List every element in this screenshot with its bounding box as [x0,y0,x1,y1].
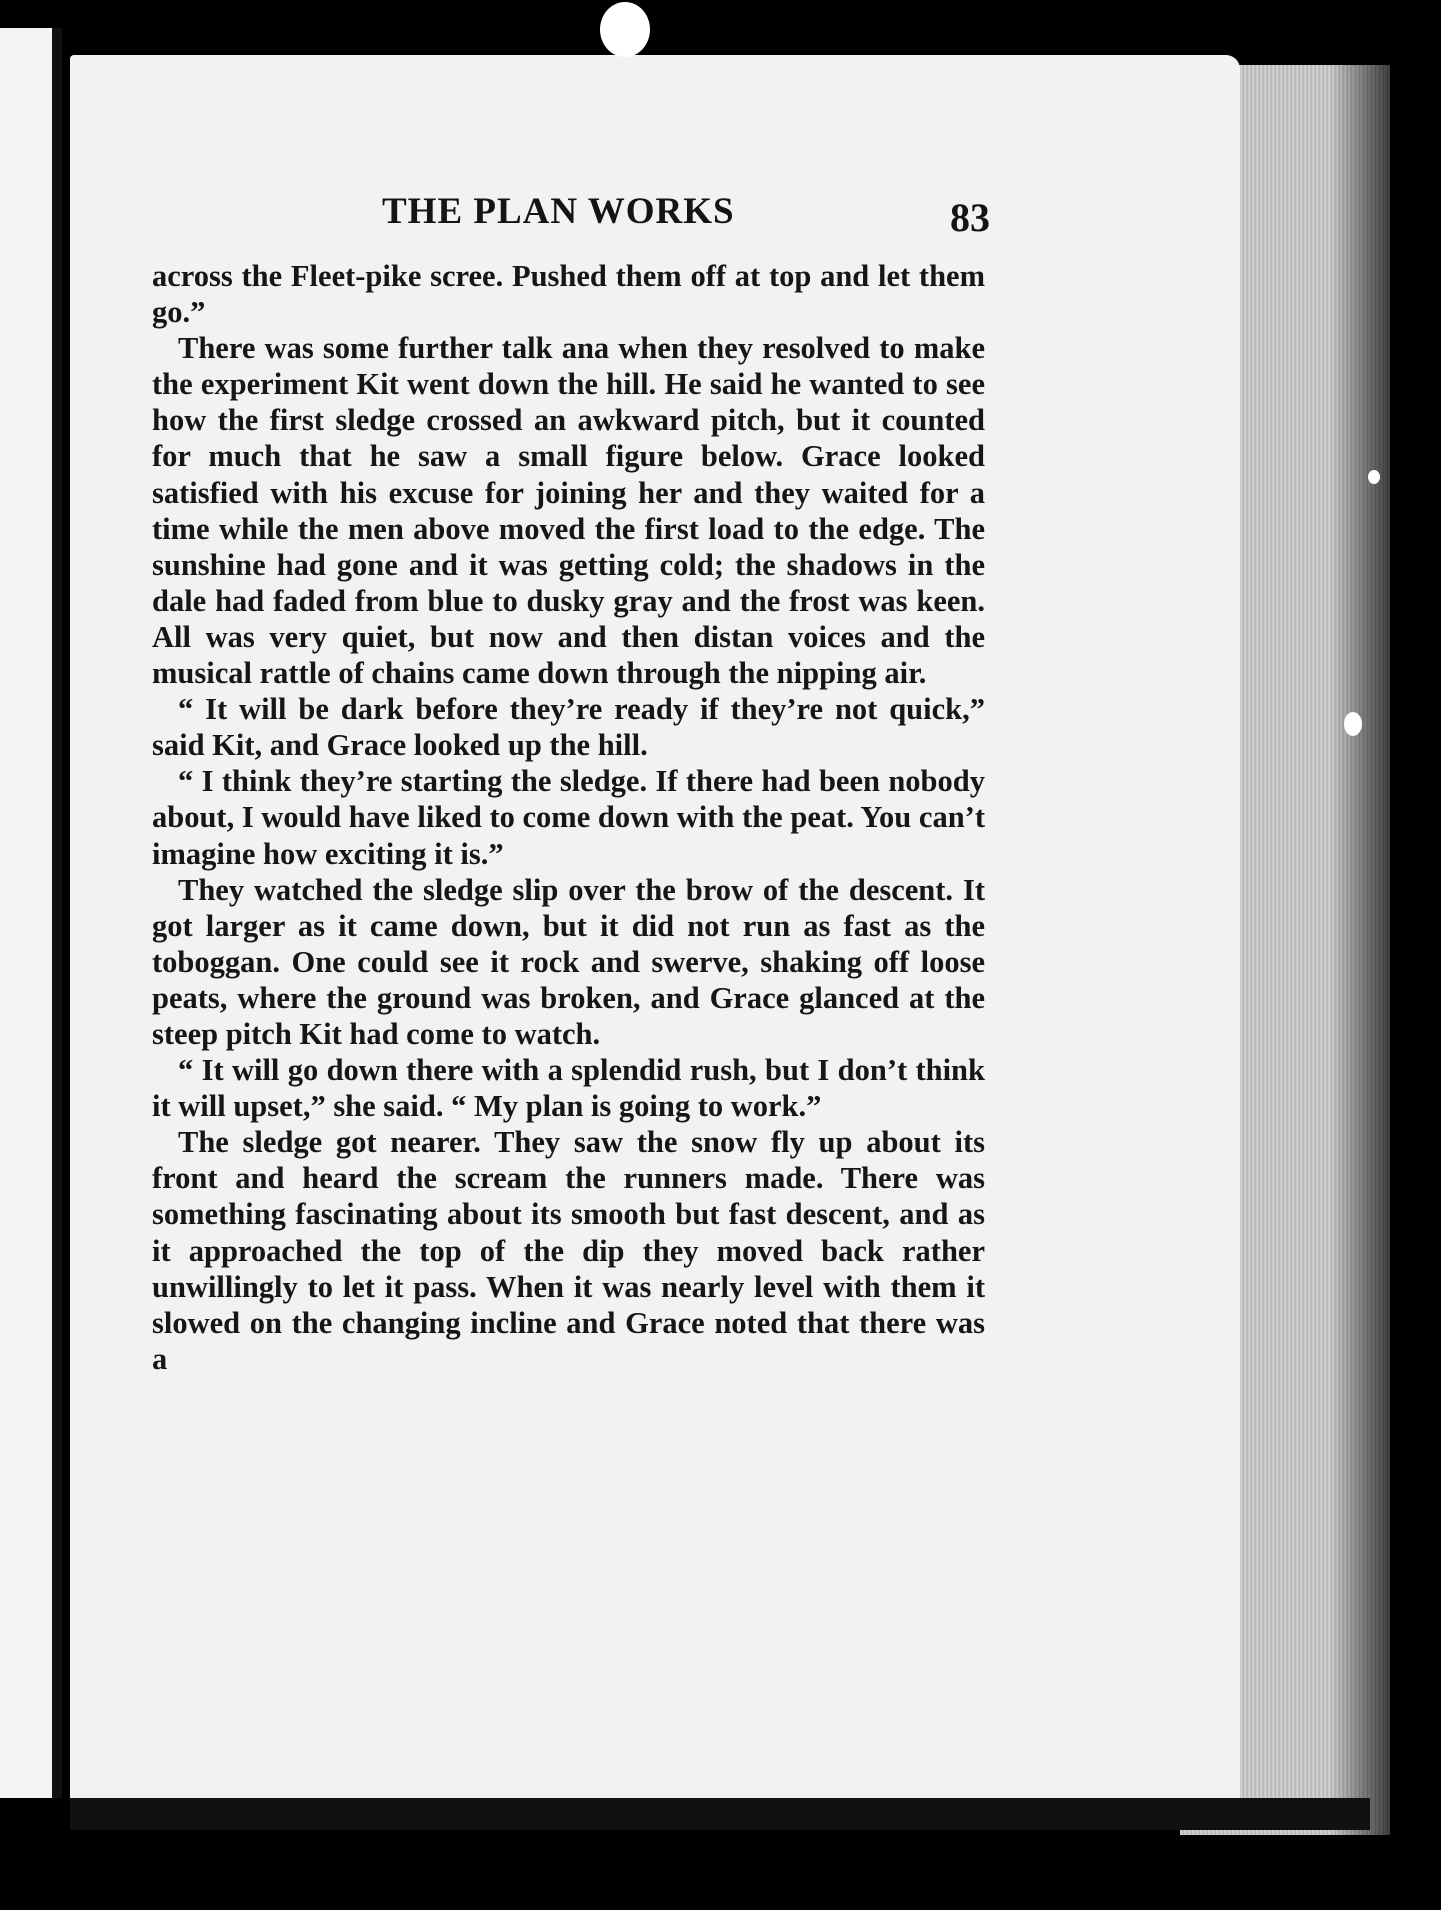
paragraph: The sledge got nearer. They saw the snow fly up about its front and heard the scream the runners made. There was something fascinating about its smooth but fast descent, and as it approached the top of the dip they moved back rather unwillingly to let it pass. When it was nearly level with them it slowed on the changing incline and Grace noted that there was a [152,1125,985,1376]
running-head-title: THE PLAN WORKS [382,191,735,232]
dust-speck [600,2,650,57]
paragraph: There was some further talk ana when they resolved to make the experiment Kit went down the hill. He said he wanted to see how the first sledge crossed an awkward pitch, but it counted for much that he saw a small figure below. Grace looked satisfied with his excuse for joining her and they waited for a time while the men above moved the first load to the edge. The sunshine had gone and it was getting cold; the shadows in the dale had faded from blue to dusky gray and the frost was keen. All was very quiet, but now and then distan voices and the musical rattle of chains came down through the nipping air. [152,331,985,691]
facing-page-edge [0,28,52,1798]
dust-speck [1368,470,1380,484]
paragraph: “ It will go down there with a splendid rush, but I don’t think it will upset,” she said. “ My plan is going to work.” [152,1053,985,1124]
paragraph: They watched the sledge slip over the brow of the descent. It got larger as it came down, but it did not run as fast as the toboggan. One could see it rock and swerve, shaking off loose peats, where the ground was broken, and Grace glanced at the steep pitch Kit had come to watch. [152,872,985,1051]
page-number: 83 [950,195,990,240]
paragraph: “ It will be dark before they’re ready if they’re not quick,” said Kit, and Grace looked up the hill. [152,692,985,763]
paragraph: “ I think they’re starting the sledge. If there had been nobody about, I would have liked to come down with the peat. You can’t imagine how exciting it is.” [152,764,985,871]
page-bottom-shadow [70,1798,1370,1830]
paragraph: across the Fleet-pike scree. Pushed them off at top and let them go.” [152,259,985,330]
dust-speck [1344,712,1362,736]
body-text [152,258,985,1377]
running-head [150,190,990,240]
